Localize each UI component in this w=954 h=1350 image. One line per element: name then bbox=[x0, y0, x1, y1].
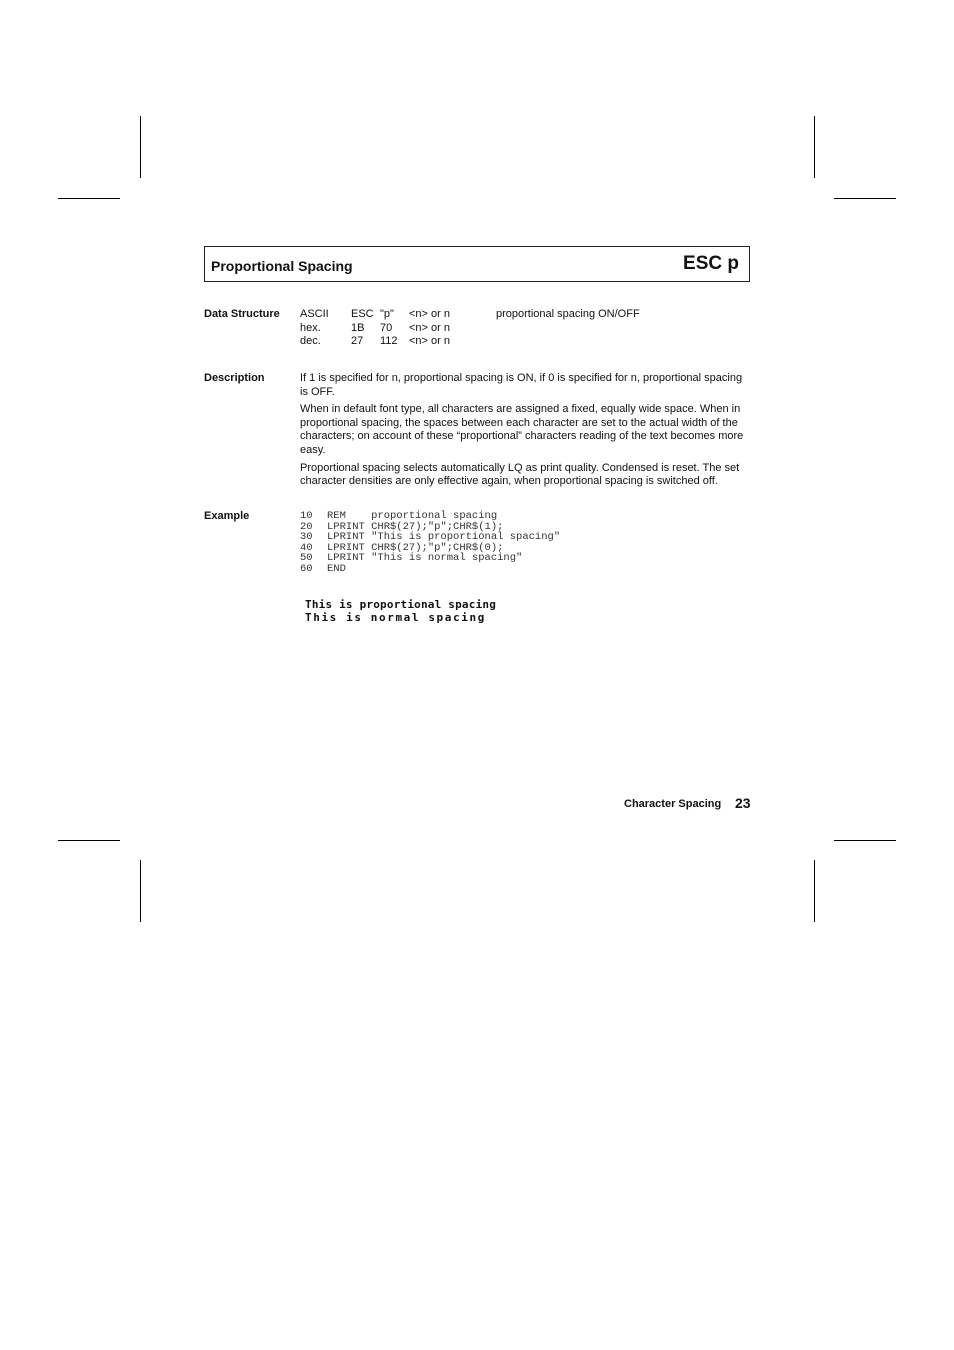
description-paragraph: When in default font type, all characters are assigned a fixed, equally wide space. When in proportional spacing, the spaces between each character are set to the actual width of the characters; on account of these “proportional” characters reading of the text becomes more easy. bbox=[300, 403, 744, 456]
ds-format: hex. bbox=[300, 322, 321, 334]
code-listing bbox=[300, 511, 560, 574]
line-number: 40 bbox=[300, 541, 313, 554]
command-name: ESC p bbox=[683, 253, 739, 274]
ds-c1: 27 bbox=[351, 335, 364, 347]
code-text: LPRINT "This is proportional spacing" bbox=[327, 531, 561, 543]
code-text: END bbox=[327, 562, 346, 575]
line-number: 10 bbox=[300, 510, 313, 522]
line-number: 30 bbox=[300, 531, 313, 543]
crop-mark bbox=[834, 840, 896, 841]
crop-mark bbox=[140, 116, 141, 178]
line-number: 50 bbox=[300, 552, 313, 564]
description-paragraph: Proportional spacing selects automatically LQ as print quality. Condensed is reset. The set character densities are only effective again, when proportional spacing is switched off. bbox=[300, 461, 740, 488]
description-body bbox=[300, 372, 750, 493]
crop-mark bbox=[58, 198, 120, 199]
ds-note: proportional spacing ON/OFF bbox=[496, 308, 640, 320]
ds-c1: ESC bbox=[351, 308, 374, 320]
ds-format: dec. bbox=[300, 335, 321, 347]
ds-c2: "p" bbox=[380, 308, 394, 320]
crop-mark bbox=[140, 860, 141, 922]
print-sample-proportional: This is proportional spacing bbox=[305, 598, 497, 611]
data-structure-label: Data Structure bbox=[204, 308, 280, 320]
crop-mark bbox=[814, 116, 815, 178]
code-text: LPRINT CHR$(27);"p";CHR$(1); bbox=[327, 520, 504, 533]
code-text: LPRINT "This is normal spacing" bbox=[327, 552, 523, 564]
crop-mark bbox=[814, 860, 815, 922]
code-line bbox=[300, 553, 560, 564]
line-number: 20 bbox=[300, 520, 313, 533]
code-line bbox=[300, 532, 560, 543]
code-line bbox=[300, 564, 560, 575]
description-paragraph: If 1 is specified for n, proportional spacing is ON, if 0 is specified for n, proportional spacing is OFF. bbox=[300, 372, 743, 398]
ds-c3: <n> or n bbox=[409, 322, 450, 334]
crop-mark bbox=[834, 198, 896, 199]
footer-section: Character Spacing bbox=[624, 798, 722, 810]
page-number: 23 bbox=[735, 795, 751, 811]
code-line bbox=[300, 511, 560, 522]
ds-c3: <n> or n bbox=[409, 335, 450, 347]
example-label: Example bbox=[204, 510, 250, 522]
print-sample-normal: This is normal spacing bbox=[305, 611, 486, 624]
ds-c3: <n> or n bbox=[409, 308, 450, 320]
section-title: Proportional Spacing bbox=[211, 258, 353, 274]
ds-c2: 112 bbox=[380, 335, 398, 347]
ds-c1: 1B bbox=[351, 322, 365, 334]
description-label: Description bbox=[204, 372, 265, 384]
ds-format: ASCII bbox=[300, 308, 329, 320]
line-number: 60 bbox=[300, 562, 313, 575]
crop-mark bbox=[58, 840, 120, 841]
code-text: LPRINT CHR$(27);"p";CHR$(0); bbox=[327, 541, 504, 554]
section-header bbox=[204, 246, 750, 282]
ds-c2: 70 bbox=[380, 322, 393, 334]
code-text: REM proportional spacing bbox=[327, 510, 498, 522]
